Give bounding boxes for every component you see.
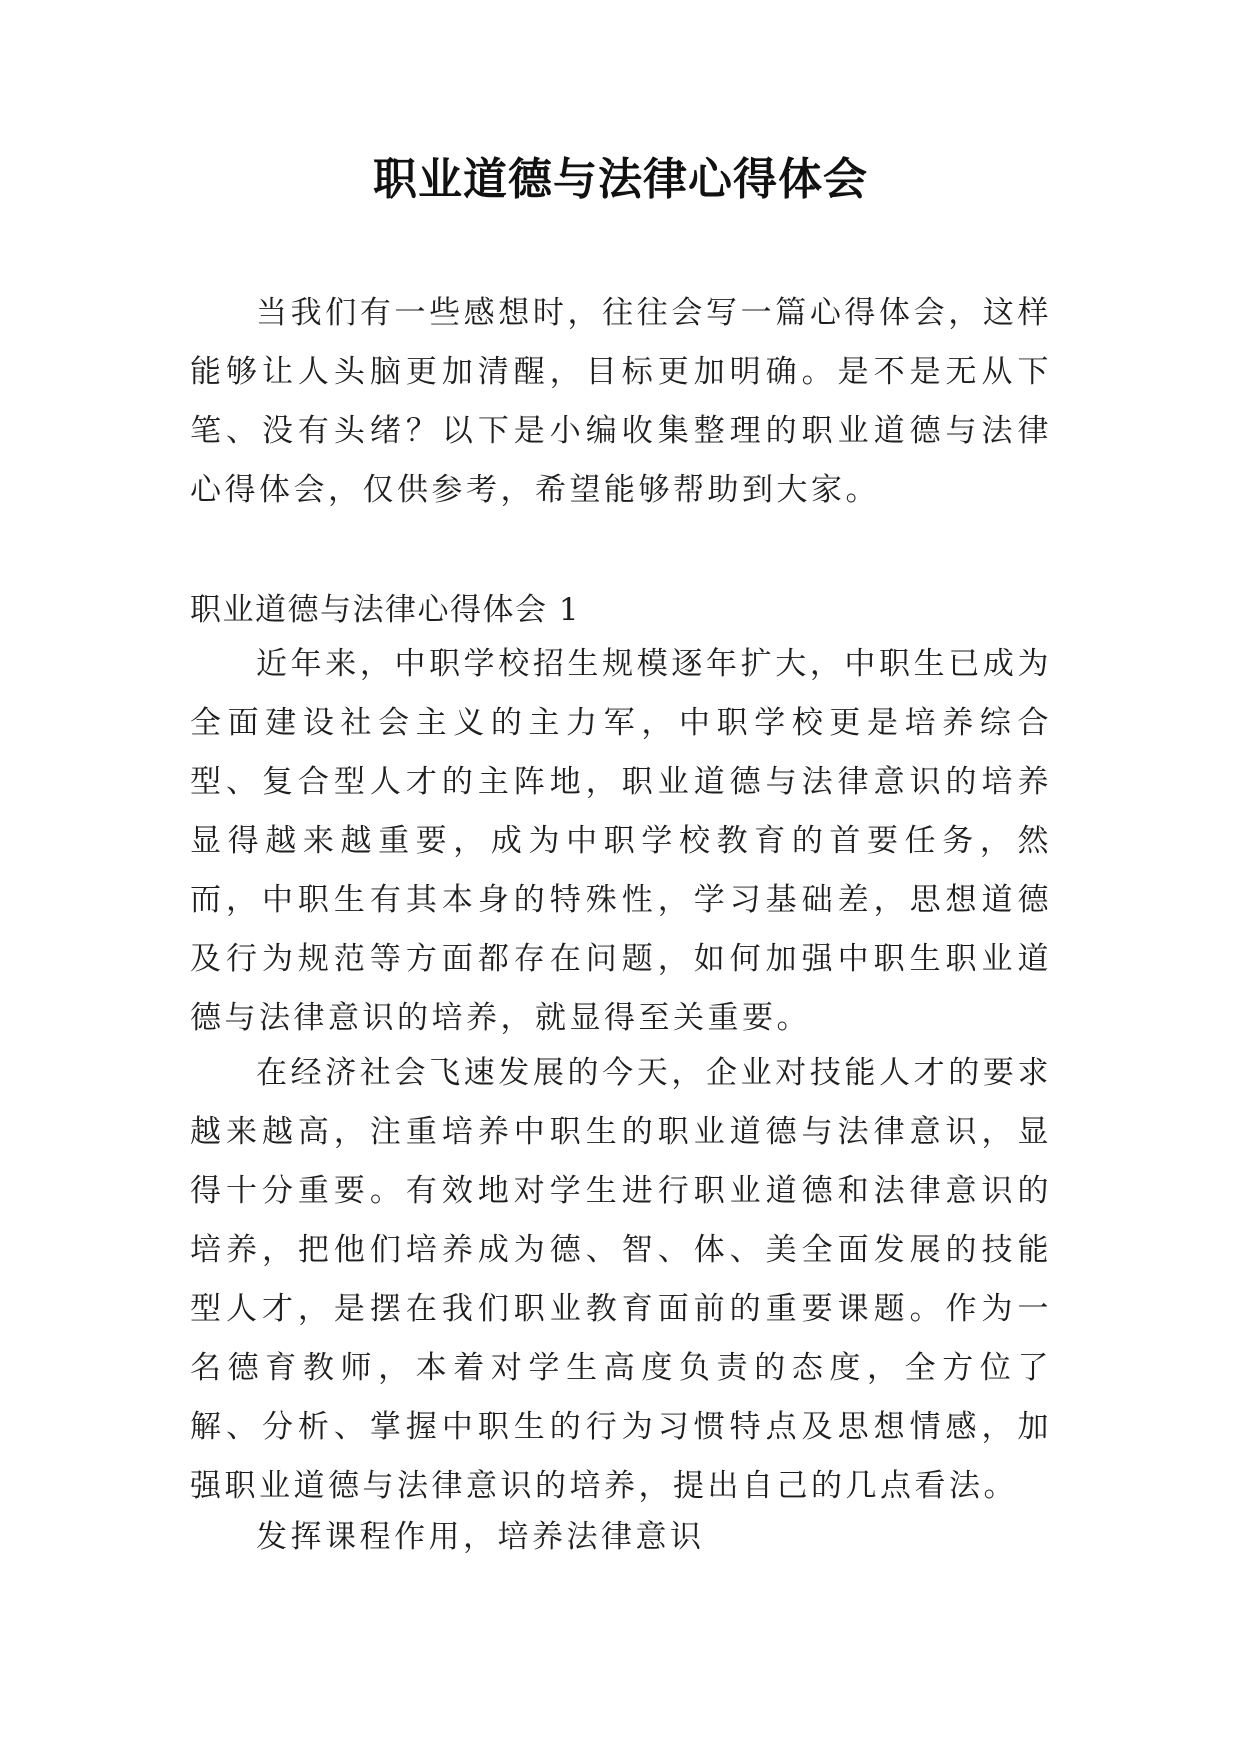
- intro-paragraph: 当我们有一些感想时，往往会写一篇心得体会，这样能够让人头脑更加清醒，目标更加明确。是不是无从下笔、没有头绪？以下是小编收集整理的职业道德与法律心得体会，仅供参考，希望能够帮助到大家。: [190, 295, 1052, 508]
- document-title: 职业道德与法律心得体会: [373, 154, 868, 205]
- body-paragraph: 近年来，中职学校招生规模逐年扩大，中职生已成为全面建设社会主义的主力军，中职学校更是培养综合型、复合型人才的主阵地，职业道德与法律意识的培养显得越来越重要，成为中职学校教育的首要任务，然而，中职生有其本身的特殊性，学习基础差，思想道德及行为规范等方面都存在问题，如何加强中职生职业道德与法律意识的培养，就显得至关重要。: [190, 646, 1052, 1036]
- body-paragraph: 在经济社会飞速发展的今天，企业对技能人才的要求越来越高，注重培养中职生的职业道德与法律意识，显得十分重要。有效地对学生进行职业道德和法律意识的培养，把他们培养成为德、智、体、美全面发展的技能型人才，是摆在我们职业教育面前的重要课题。作为一名德育教师，本着对学生高度负责的态度，全方位了解、分析、掌握中职生的行为习惯特点及思想情感，加强职业道德与法律意识的培养，提出自己的几点看法。: [190, 1055, 1052, 1504]
- subheading-paragraph: 发挥课程作用，培养法律意识: [256, 1519, 705, 1555]
- section-heading: 职业道德与法律心得体会 1: [190, 592, 581, 628]
